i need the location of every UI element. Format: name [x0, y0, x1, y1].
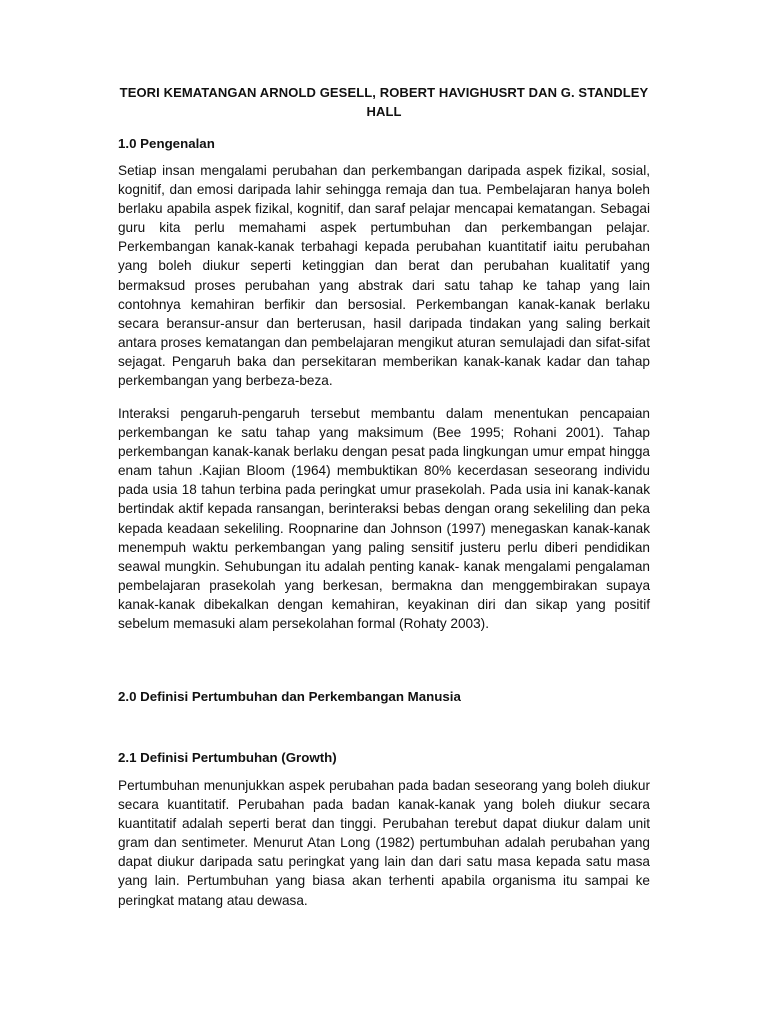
section-heading-growth: 2.1 Definisi Pertumbuhan (Growth): [118, 750, 337, 765]
paragraph-growth-definition: Pertumbuhan menunjukkan aspek perubahan pada badan seseorang yang boleh diukur secara kuantitatif. Perubahan pada badan kanak-kanak yang boleh diukur secara kuantitatif adalah seperti berat dan tinggi. Perubahan terebut dapat diukur dalam unit gram dan sentimeter. Menurut Atan Long (1982) pertumbuhan adalah perubahan yang dapat diukur daripada satu peringkat yang lain dan dari satu masa kepada satu masa yang lain. Pertumbuhan yang biasa akan terhenti apabila organisma itu sampai ke peringkat matang atau dewasa.: [118, 778, 650, 908]
document-title: TEORI KEMATANGAN ARNOLD GESELL, ROBERT HAVIGHUSRT DAN G. STANDLEY HALL: [119, 85, 649, 119]
paragraph-introduction: Setiap insan mengalami perubahan dan perkembangan daripada aspek fizikal, sosial, kognitif, dan emosi daripada lahir sehingga remaja dan tua. Pembelajaran hanya boleh berlaku apabila aspek fizikal, kognitif, dan saraf pelajar mencapai kematangan. Sebagai guru kita perlu memahami aspek pertumbuhan dan perkembangan pelajar. Perkembangan kanak-kanak terbahagi kepada perubahan kuantitatif iaitu perubahan yang boleh diukur seperti ketinggian dan berat dan perubahan kualitatif yang bermaksud proses perubahan yang abstrak dari satu tahap ke tahap yang lain contohnya kemahiran berfikir dan bersosial. Perkembangan kanak-kanak berlaku secara beransur-ansur dan berterusan, hasil daripada tindakan yang saling berkait antara proses kematangan dan pembelajaran mengikut aturan semulajadi dan sifat-sifat sejagat. Pengaruh baka dan persekitaran memberikan kanak-kanak kadar dan tahap perkembangan yang berbeza-beza.: [118, 163, 650, 389]
section-heading-definitions: 2.0 Definisi Pertumbuhan dan Perkembangan Manusia: [118, 689, 461, 704]
section-heading-introduction: 1.0 Pengenalan: [118, 136, 215, 151]
paragraph-interaction: Interaksi pengaruh-pengaruh tersebut membantu dalam menentukan pencapaian perkembangan ke satu tahap yang maksimum (Bee 1995; Rohani 2001). Tahap perkembangan kanak-kanak berlaku dengan pesat pada lingkungan umur empat hingga enam tahun .Kajian Bloom (1964) membuktikan 80% kecerdasan seseorang individu pada usia 18 tahun terbina pada peringkat umur prasekolah. Pada usia ini kanak-kanak bertindak aktif kepada ransangan, berinteraksi bebas dengan orang sekeliling dan peka kepada keadaan sekeliling. Roopnarine dan Johnson (1997) menegaskan kanak-kanak menempuh waktu perkembangan yang paling sensitif justeru perlu diberi pendidikan seawal mungkin. Sehubungan itu adalah penting kanak- kanak mengalami pengalaman pembelajaran prasekolah yang berkesan, bermakna dan menggembirakan supaya kanak-kanak dibekalkan dengan kemahiran, keyakinan diri dan sikap yang positif sebelum memasuki alam persekolahan formal (Rohaty 2003).: [118, 406, 650, 632]
